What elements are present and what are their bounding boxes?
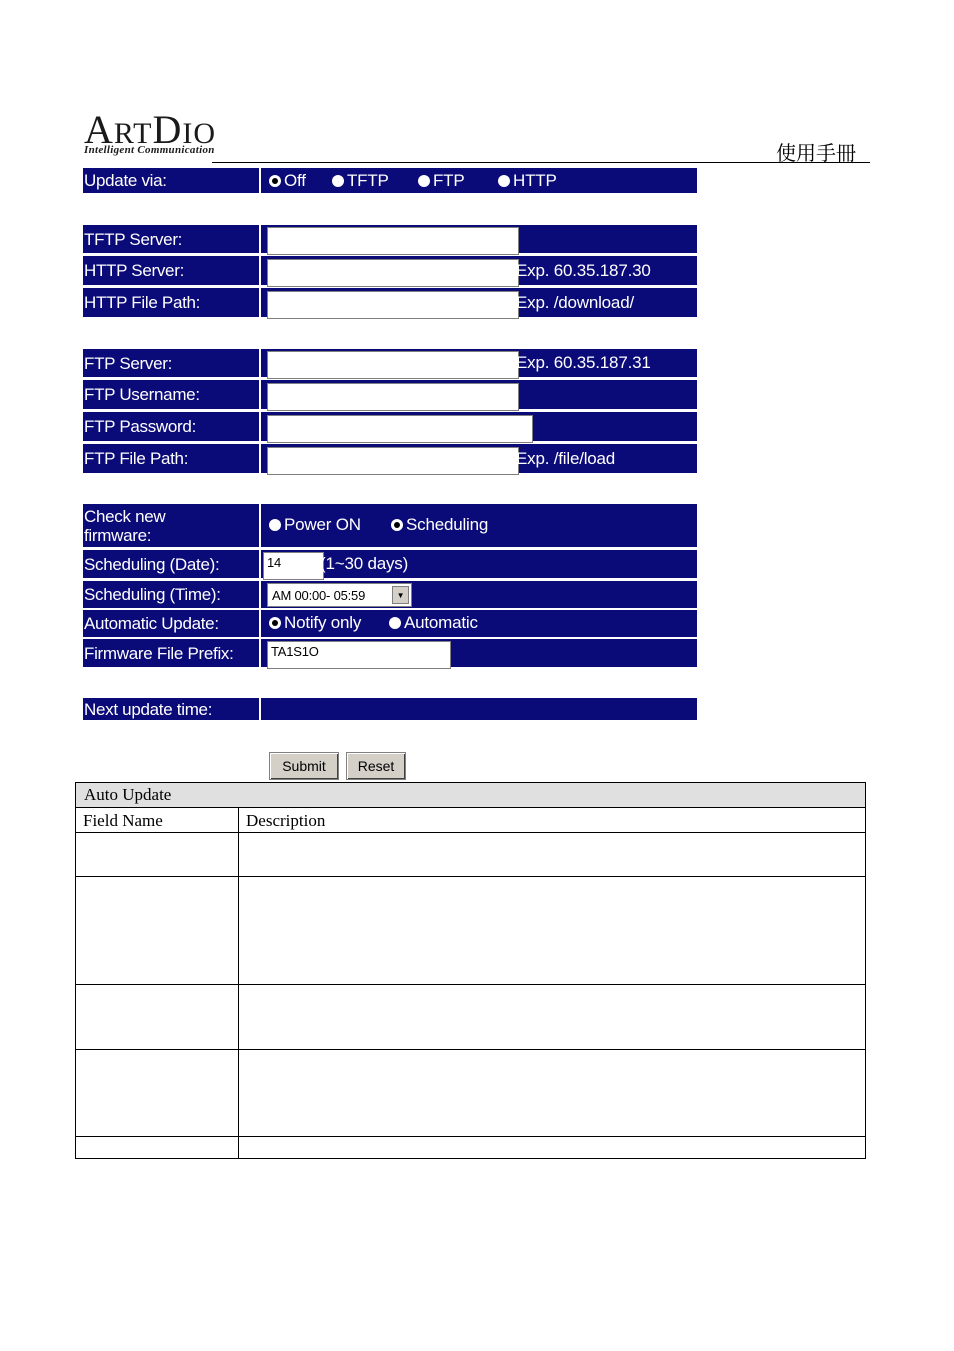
radio-unselected-icon [332, 175, 344, 187]
radio-unselected-icon [418, 175, 430, 187]
update-via-label: Update via: [83, 168, 259, 193]
artdio-logo: ARTDIO [84, 107, 216, 152]
http-server-hint: Exp. 60.35.187.30 [516, 261, 651, 280]
radio-update-ftp[interactable]: FTP [418, 171, 465, 191]
firmware-file-prefix-input[interactable]: TA1S1O [267, 641, 451, 669]
automatic-update-label: Automatic Update: [83, 610, 259, 637]
table-column-divider [238, 808, 239, 1159]
scheduling-time-row [261, 581, 697, 608]
ftp-server-hint: Exp. 60.35.187.31 [516, 353, 651, 372]
scheduling-time-label: Scheduling (Time): [83, 581, 259, 608]
scheduling-date-input[interactable]: 14 [263, 552, 324, 580]
radio-unselected-icon [269, 519, 281, 531]
http-file-path-label: HTTP File Path: [83, 288, 259, 317]
radio-selected-icon [269, 175, 281, 187]
scheduling-date-hint: (1~30 days) [320, 554, 409, 573]
http-server-label: HTTP Server: [83, 256, 259, 285]
http-file-path-row [261, 288, 697, 317]
check-new-firmware-label: Check new firmware: [83, 504, 259, 547]
ftp-file-path-hint: Exp. /file/load [516, 449, 616, 468]
tftp-server-row [261, 225, 697, 253]
radio-update-off[interactable]: Off [269, 171, 306, 191]
http-file-path-hint: Exp. /download/ [516, 293, 634, 312]
tftp-server-input[interactable] [267, 227, 519, 255]
ftp-username-row [261, 380, 697, 409]
ftp-password-input[interactable] [267, 415, 533, 443]
logo-tagline: Intelligent Communication [84, 144, 215, 156]
radio-notify-only[interactable]: Notify only [269, 613, 361, 633]
dropdown-arrow-icon[interactable]: ▼ [392, 586, 409, 604]
ftp-username-input[interactable] [267, 383, 519, 411]
next-update-time-label: Next update time: [83, 698, 259, 720]
firmware-file-prefix-row [261, 639, 697, 667]
http-server-row [261, 256, 697, 285]
ftp-server-row [261, 349, 697, 377]
ftp-server-input[interactable] [267, 351, 519, 379]
column-header-description: Description [246, 810, 326, 830]
radio-check-power-on[interactable]: Power ON [269, 515, 361, 535]
table-row-divider [75, 876, 866, 877]
reset-button[interactable]: Reset [346, 752, 406, 780]
ftp-server-label: FTP Server: [83, 349, 259, 377]
radio-update-tftp[interactable]: TFTP [332, 171, 389, 191]
automatic-update-radio-group [261, 610, 697, 637]
radio-update-http[interactable]: HTTP [498, 171, 557, 191]
tftp-server-label: TFTP Server: [83, 225, 259, 253]
radio-selected-icon [269, 617, 281, 629]
radio-check-scheduling[interactable]: Scheduling [391, 515, 488, 535]
submit-button[interactable]: Submit [269, 752, 339, 780]
column-header-field-name: Field Name [83, 810, 163, 830]
ftp-file-path-input[interactable] [267, 447, 519, 475]
scheduling-date-row [261, 550, 697, 578]
radio-automatic[interactable]: Automatic [389, 613, 478, 633]
http-file-path-input[interactable] [267, 291, 519, 319]
ftp-username-label: FTP Username: [83, 380, 259, 409]
ftp-password-row [261, 412, 697, 441]
header-divider [212, 162, 870, 163]
scheduling-date-label: Scheduling (Date): [83, 550, 259, 578]
radio-selected-icon [391, 519, 403, 531]
update-via-radio-group [261, 168, 697, 193]
table-row-divider [75, 984, 866, 985]
ftp-file-path-row [261, 444, 697, 473]
table-title: Auto Update [75, 782, 866, 808]
radio-unselected-icon [498, 175, 510, 187]
check-new-firmware-radio-group [261, 504, 697, 547]
http-server-input[interactable] [267, 259, 519, 287]
radio-unselected-icon [389, 617, 401, 629]
table-row-divider [75, 1136, 866, 1137]
scheduling-time-select[interactable]: AM 00:00- 05:59 ▼ [267, 583, 412, 607]
table-row-divider [75, 1049, 866, 1050]
manual-title: 使用手冊 [776, 141, 856, 165]
next-update-time-value [261, 698, 697, 720]
ftp-file-path-label: FTP File Path: [83, 444, 259, 473]
ftp-password-label: FTP Password: [83, 412, 259, 441]
table-row-divider [75, 832, 866, 833]
firmware-file-prefix-label: Firmware File Prefix: [83, 639, 259, 667]
field-description-table [75, 782, 866, 1159]
